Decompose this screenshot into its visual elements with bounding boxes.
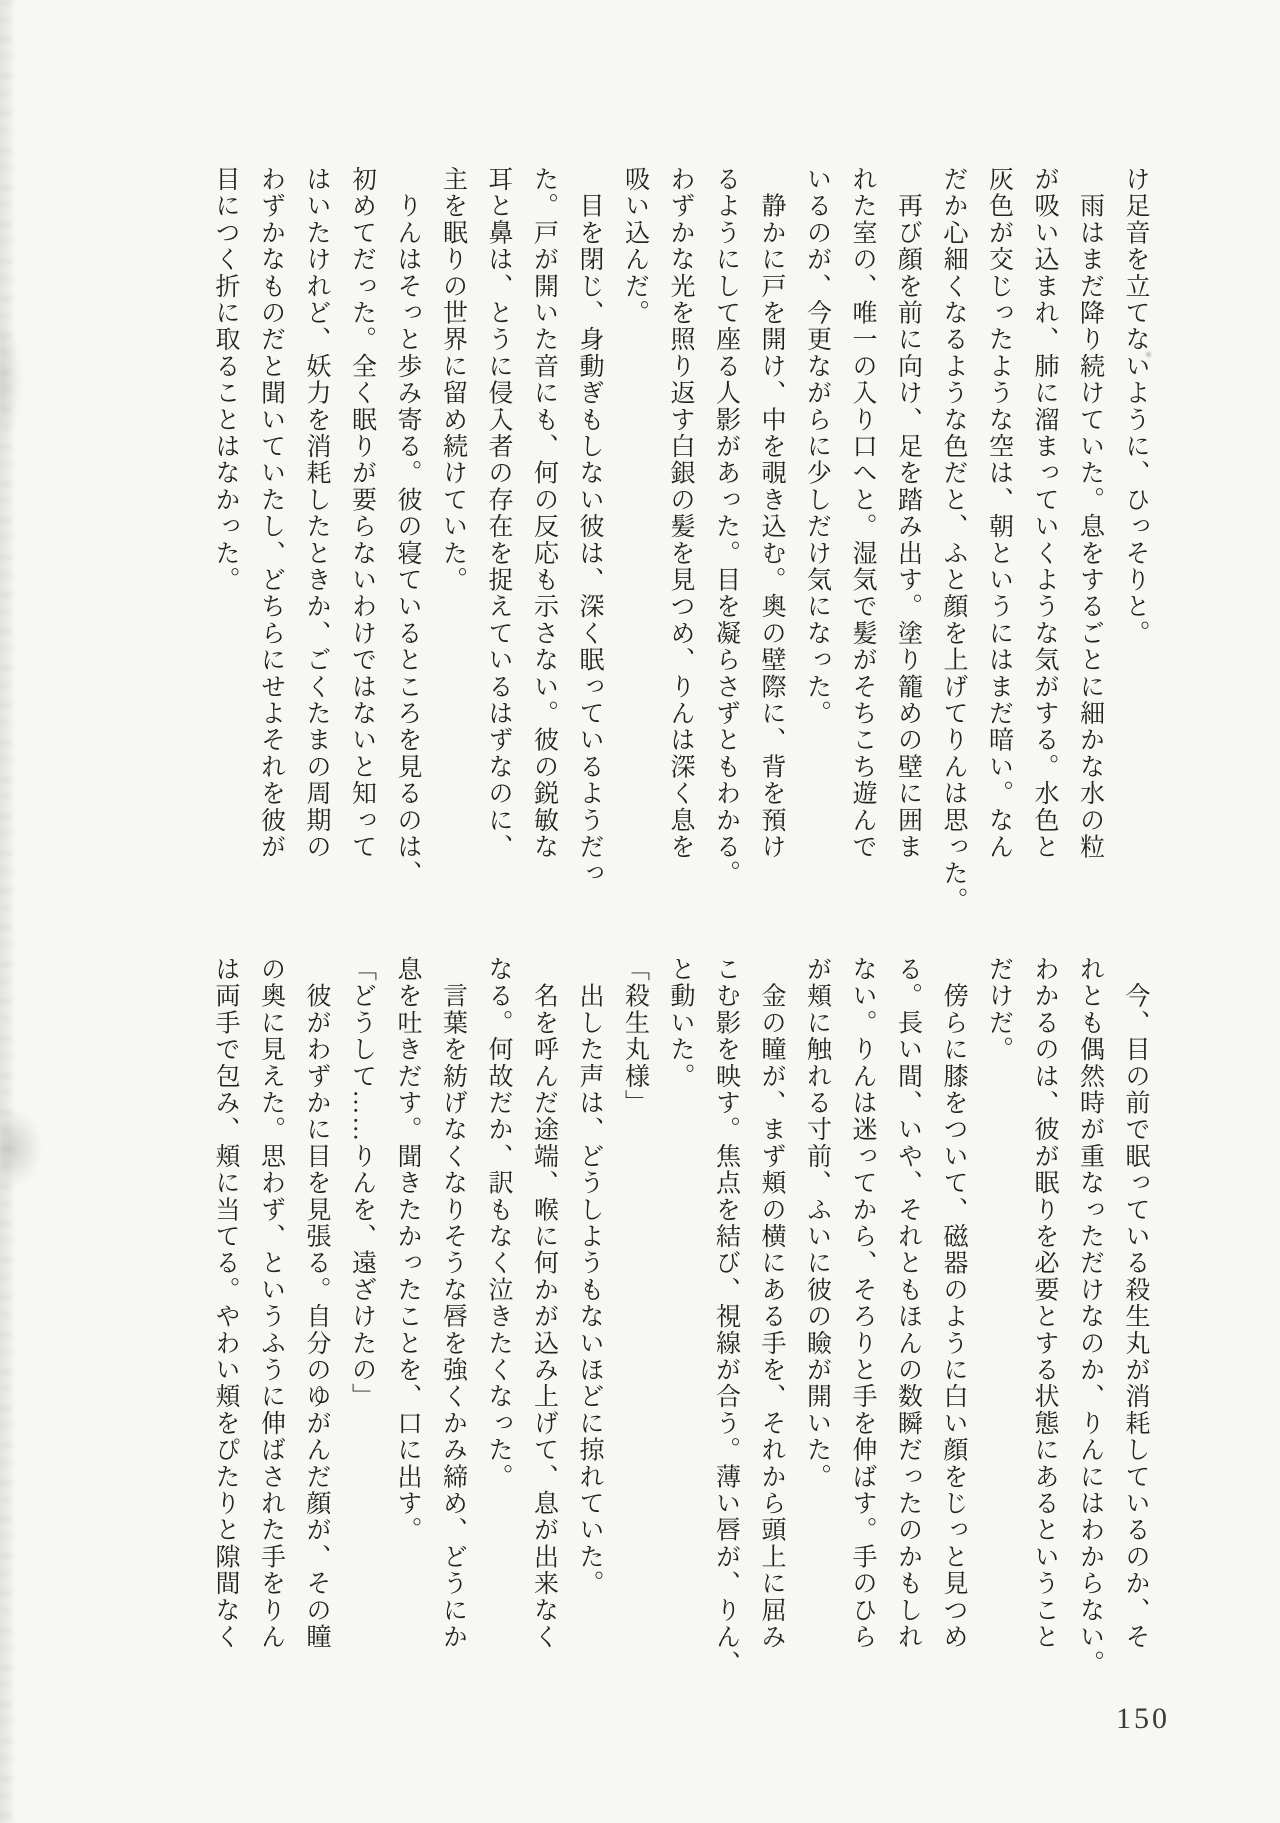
text-column: いるのが、今更ながらに少しだけ気になった。 bbox=[803, 166, 831, 727]
text-column: だか心細くなるような色だと、ふと顔を上げてりんは思った。 bbox=[940, 166, 967, 914]
text-column: 金の瞳が、まず頬の横にある手を、それから頭上に屈み bbox=[758, 956, 785, 1651]
text-column: 彼がわずかに目を見張る。自分のゆがんだ顔が、その瞳 bbox=[303, 956, 330, 1651]
text-column: わずかな光を照り返す白銀の髪を見つめ、りんは深く息を bbox=[667, 166, 694, 861]
text-column: 「どうして……りんを、遠ざけたの」 bbox=[348, 956, 376, 1410]
text-column: が頬に触れる寸前、ふいに彼の瞼が開いた。 bbox=[803, 956, 831, 1490]
text-column: わかるのは、彼が眠りを必要とする状態にあるということ bbox=[1031, 956, 1058, 1651]
text-column: け足音を立てないように、ひっそりと。 bbox=[1122, 166, 1149, 647]
text-column: 主を眠りの世界に留め続けていた。 bbox=[439, 166, 467, 594]
text-column: 傍らに膝をついて、磁器のように白い顔をじっと見つめ bbox=[940, 956, 967, 1651]
text-column: 「殺生丸様」 bbox=[621, 956, 649, 1117]
text-column: は両手で包み、頬に当てる。やわい頬をぴたりと隙間なく bbox=[212, 956, 239, 1651]
bottom-text-block bbox=[202, 956, 1158, 1716]
text-column: 目を閉じ、身動ぎもしない彼は、深く眠っているようだっ bbox=[576, 166, 603, 887]
text-column: わずかなものだと聞いていたし、どちらにせよそれを彼が bbox=[257, 166, 285, 861]
text-column: 静かに戸を開け、中を覗き込む。奥の壁際に、背を預け bbox=[758, 166, 785, 861]
text-column: 息を吐きだす。聞きたかったことを、口に出す。 bbox=[394, 956, 421, 1544]
scan-smudge bbox=[0, 320, 24, 440]
scan-smudge bbox=[0, 1108, 42, 1188]
text-column: こむ影を映す。焦点を結び、視線が合う。薄い唇が、りん、 bbox=[712, 956, 740, 1677]
text-column: る。長い間、いや、それともほんの数瞬だったのかもしれ bbox=[894, 956, 922, 1651]
scan-left-edge-noise bbox=[0, 0, 12, 1823]
text-column: 灰色が交じったような空は、朝というにはまだ暗い。なん bbox=[985, 166, 1013, 861]
text-column: だけだ。 bbox=[985, 956, 1013, 1063]
text-column: 出した声は、どうしようもないほどに掠れていた。 bbox=[576, 956, 603, 1597]
text-column: 名を呼んだ途端、喉に何かが込み上げて、息が出来なく bbox=[530, 956, 558, 1651]
text-column: が吸い込まれ、肺に溜まっていくような気がする。水色と bbox=[1031, 166, 1058, 861]
text-column: 目につく折に取ることはなかった。 bbox=[212, 166, 239, 594]
text-column: はいたけれど、妖力を消耗したときか、ごくたまの周期の bbox=[303, 166, 330, 861]
text-column: の奥に見えた。思わず、というふうに伸ばされた手をりん bbox=[257, 956, 285, 1651]
text-column: りんはそっと歩み寄る。彼の寝ているところを見るのは、 bbox=[394, 166, 421, 887]
text-column: ない。りんは迷ってから、そろりと手を伸ばす。手のひら bbox=[849, 956, 876, 1651]
text-column: 耳と鼻は、とうに侵入者の存在を捉えているはずなのに、 bbox=[485, 166, 512, 861]
text-column: 再び顔を前に向け、足を踏み出す。塗り籠めの壁に囲ま bbox=[894, 166, 922, 861]
top-text-block bbox=[202, 166, 1158, 966]
text-column: 雨はまだ降り続けていた。息をするごとに細かな水の粒 bbox=[1076, 166, 1104, 861]
text-column: と動いた。 bbox=[667, 956, 694, 1090]
page-number: 150 bbox=[1116, 1702, 1170, 1735]
text-column: 初めてだった。全く眠りが要らないわけではないと知って bbox=[348, 166, 376, 861]
text-column: れとも偶然時が重なっただけなのか、りんにはわからない。 bbox=[1076, 956, 1104, 1677]
text-column: なる。何故だか、訳もなく泣きたくなった。 bbox=[485, 956, 512, 1490]
text-column: るようにして座る人影があった。目を凝らさずともわかる。 bbox=[712, 166, 740, 887]
text-column: 言葉を紡げなくなりそうな唇を強くかみ締め、どうにか bbox=[439, 956, 467, 1651]
text-column: た。戸が開いた音にも、何の反応も示さない。彼の鋭敏な bbox=[530, 166, 558, 861]
text-column: 吸い込んだ。 bbox=[621, 166, 649, 327]
text-column: れた室の、唯一の入り口へと。湿気で髪がそちこち遊んで bbox=[849, 166, 876, 861]
text-column: 今、目の前で眠っている殺生丸が消耗しているのか、そ bbox=[1122, 956, 1149, 1651]
